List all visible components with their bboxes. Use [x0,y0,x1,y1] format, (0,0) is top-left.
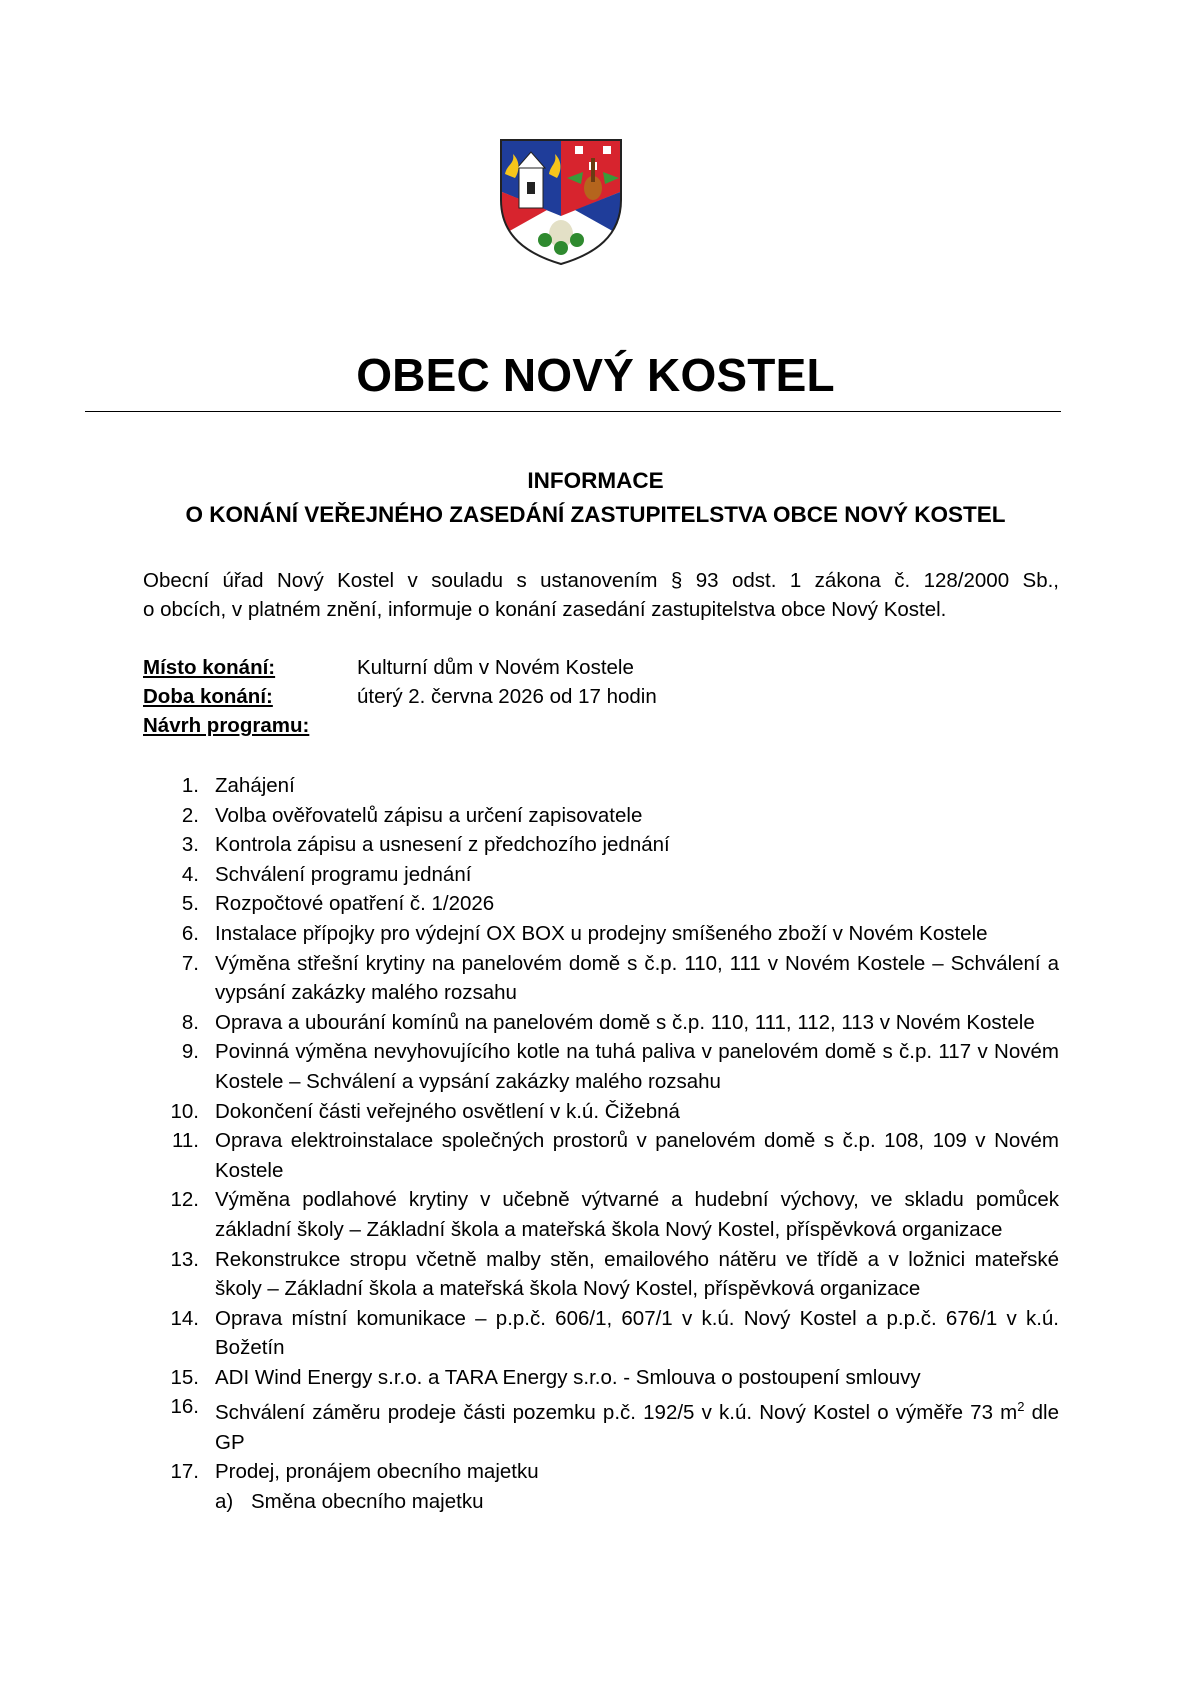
agenda-item-number: 16. [170,1395,199,1419]
agenda-item-number: 17. [170,1460,199,1484]
agenda-item-text-main: Povinná výměna nevyhovujícího kotle na tuhá paliva v panelovém domě s č.p. 117 v Novém Kostele – Schválení a vypsání zakázky malého rozsahu [215,1040,1059,1093]
agenda-item-text [215,801,1059,831]
agenda-item-text [215,919,1059,949]
agenda-item-text [215,1457,1059,1487]
agenda-item-number: 3. [181,833,199,857]
agenda-item-text-main: Výměna podlahové krytiny v učebně výtvarné a hudební výchovy, ve skladu pomůcek základní školy – Základní škola a mateřská škola Nový Kostel, příspěvková organizace [215,1188,1059,1241]
agenda-item-text [215,860,1059,890]
agenda-item-text [215,1304,1059,1363]
title-divider [85,411,1061,412]
agenda-item-text-main: Instalace přípojky pro výdejní OX BOX u prodejny smíšeného zboží v Novém Kostele [215,921,988,945]
agenda-item-text [215,771,1059,801]
agenda-item-number: 12. [170,1188,199,1212]
agenda-item-number: 11. [172,1129,199,1153]
agenda-item-text-main: Volba ověřovatelů zápisu a určení zapisovatele [215,803,643,827]
agenda-item [143,1363,1059,1393]
agenda-item [143,1392,1059,1457]
intro-line-1: Obecní úřad Nový Kostel v souladu s ustanovením § 93 odst. 1 zákona č. 128/2000 Sb., [143,569,1059,592]
agenda-item [143,1245,1059,1304]
agenda-subitem-number: a) [215,1490,234,1514]
page-title: OBEC NOVÝ KOSTEL [356,349,835,401]
agenda-item-text-main: Oprava a ubourání komínů na panelovém domě s č.p. 110, 111, 112, 113 v Novém Kostele [215,1010,1035,1034]
agenda-item [143,1457,1059,1516]
agenda-item-number: 4. [181,862,199,886]
agenda-item-text [215,1008,1059,1038]
meta-time-label: Doba konání: [143,685,273,708]
document-heading-line1: INFORMACE [527,468,664,493]
meta-place-value: Kulturní dům v Novém Kostele [357,656,634,679]
intro-line-2: o obcích, v platném znění, informuje o konání zasedání zastupitelstva obce Nový Kostel. [143,598,947,621]
agenda-item [143,830,1059,860]
agenda-item-text [215,1363,1059,1393]
agenda-item-text-main: Kontrola zápisu a usnesení z předchozího jednání [215,833,670,857]
agenda-item-number: 1. [181,774,199,797]
agenda-item-text [215,1126,1059,1185]
agenda-item-text [215,1185,1059,1244]
agenda-subitem [215,1487,1059,1517]
agenda-item [143,889,1059,919]
agenda-item-number: 2. [181,803,199,827]
agenda-item-text [215,889,1059,919]
agenda-item-superscript: 2 [1017,1399,1025,1415]
agenda-item [143,1304,1059,1363]
agenda-item-text-after: dle GP [215,1401,1059,1454]
agenda-item-number: 15. [170,1365,199,1389]
agenda-item-number: 6. [181,921,199,945]
agenda-item-text [215,1392,1059,1457]
agenda-item [143,1037,1059,1096]
agenda-subitem-text: Směna obecního majetku [251,1490,484,1514]
agenda-item [143,919,1059,949]
intro-paragraph [143,566,1059,624]
agenda-item-text-main: Oprava místní komunikace – p.p.č. 606/1, 607/1 v k.ú. Nový Kostel a p.p.č. 676/1 v k.ú. Božetín [215,1306,1059,1360]
agenda-item [143,1097,1059,1127]
agenda-item [143,1126,1059,1185]
meta-place-label: Místo konání: [143,656,276,679]
meta-program-label: Návrh programu: [143,714,310,737]
agenda-item-text-main: Prodej, pronájem obecního majetku [215,1460,539,1484]
agenda-item [143,801,1059,831]
coat-of-arms-icon [497,138,625,266]
agenda-item-number: 14. [170,1306,199,1330]
agenda-item-text-main: Zahájení [215,774,295,797]
agenda-item-text-main: Dokončení části veřejného osvětlení v k.ú. Čižebná [215,1099,680,1123]
agenda-item-text-main: ADI Wind Energy s.r.o. a TARA Energy s.r.o. - Smlouva o postoupení smlouvy [215,1365,921,1389]
agenda-item-text-main: Rekonstrukce stropu včetně malby stěn, emailového nátěru ve třídě a v ložnici mateřské školy – Základní škola a mateřská škola Nový Kostel, příspěvková organizace [215,1247,1059,1301]
agenda-item-text [215,1245,1059,1304]
document-heading-line2: O KONÁNÍ VEŘEJNÉHO ZASEDÁNÍ ZASTUPITELSTVA OBCE NOVÝ KOSTEL [185,502,1006,527]
agenda-item-number: 7. [181,951,199,975]
agenda-item-text-main: Rozpočtové opatření č. 1/2026 [215,892,495,916]
agenda-item [143,860,1059,890]
agenda-item-number: 5. [181,892,199,916]
agenda-item-text [215,1037,1059,1096]
agenda-item [143,771,1059,801]
agenda-list [143,771,1059,1517]
agenda-item-text-main: Výměna střešní krytiny na panelovém domě s č.p. 110, 111 v Novém Kostele – Schválení a vypsání zakázky malého rozsahu [215,951,1059,1005]
agenda-item-number: 9. [181,1040,199,1064]
agenda-item-text-main: Schválení záměru prodeje části pozemku p.č. 192/5 v k.ú. Nový Kostel o výměře 73 m [215,1401,1018,1425]
agenda-item-text [215,830,1059,860]
agenda-item-text-main: Oprava elektroinstalace společných prostorů v panelovém domě s č.p. 108, 109 v Novém Kostele [215,1129,1059,1182]
agenda-item [143,1185,1059,1244]
agenda-item [143,1008,1059,1038]
meta-time-value: úterý 2. června 2026 od 17 hodin [357,685,657,708]
agenda-item-text [215,949,1059,1008]
agenda-item-text-main: Schválení programu jednání [215,862,472,886]
agenda-item-number: 10. [170,1099,199,1123]
agenda-item-number: 13. [170,1247,199,1271]
agenda-item-text [215,1097,1059,1127]
agenda-item-number: 8. [181,1010,199,1034]
agenda-item [143,949,1059,1008]
